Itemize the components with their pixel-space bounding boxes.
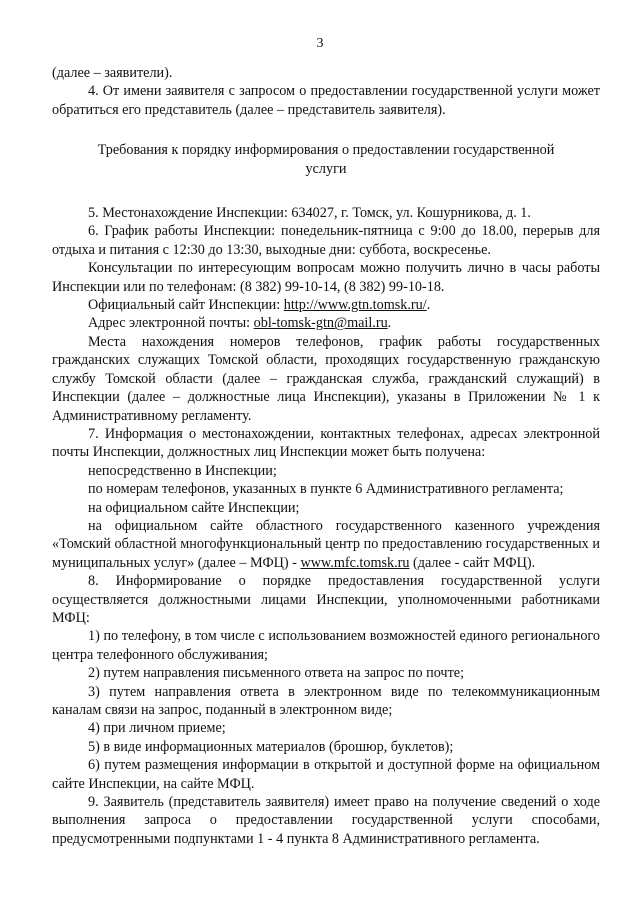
paragraph-8-item-3: 3) путем направления ответа в электронном виде по телекоммуникационным каналам связи на запрос, поданный в электронном виде; [52,683,600,718]
paragraph-8-item-1: 1) по телефону, в том числе с использованием возможностей единого регионального центра телефонного обслуживания; [52,628,600,663]
paragraph-7-item-phones: по номерам телефонов, указанных в пункте 6 Административного регламента; [88,481,564,498]
official-site-label: Официальный сайт Инспекции: [88,297,284,314]
official-site-end: . [426,297,431,314]
mfc-link[interactable]: www.mfc.tomsk.ru [300,554,410,571]
email-end: . [387,315,392,332]
page-number: 3 [316,36,324,51]
paragraph-official-site [52,296,600,314]
paragraph-7-item-inspection: непосредственно в Инспекции; [88,462,277,479]
email-link[interactable]: obl-tomsk-gtn@mail.ru [253,315,388,332]
paragraph-8-item-2: 2) путем направления письменного ответа на запрос по почте; [88,665,465,682]
paragraph-8: 8. Информирование о порядке предоставления государственной услуги осуществляется должностными лицами Инспекции, уполномоченными работниками МФЦ: [52,573,600,626]
paragraph-4: 4. От имени заявителя с запросом о предоставлении государственной услуги может обратиться его представитель (далее – представитель заявителя). [52,83,600,118]
paragraph-applicants-end: (далее – заявители). [52,65,173,81]
email-label: Адрес электронной почты: [88,315,254,332]
paragraph-5: 5. Местонахождение Инспекции: 634027, г. Томск, ул. Кошурникова, д. 1. [88,205,531,222]
mfc-text-end: (далее - сайт МФЦ). [409,554,536,571]
paragraph-email [52,314,600,332]
mfc-text: на официальном сайте областного государственного казенного учреждения «Томский областной многофункциональный центр по предоставлению государственных и муниципальных услуг» (далее – МФЦ) - [52,517,600,571]
paragraph-locations: Места нахождения номеров телефонов, график работы государственных гражданских служащих Томской области, проходящих государственную гражданскую службу Томской области (далее – гражданская служба, гражданский служащий) в Инспекции (далее – должностные лица Инспекции), указаны в Приложении № 1 к Административному регламенту. [52,333,600,424]
paragraph-9: 9. Заявитель (представитель заявителя) имеет право на получение сведений о ходе выполнения запроса о предоставлении государственной услуги способами, предусмотренными подпунктами 1 - 4 пункта 8 Административного регламента. [52,794,600,847]
official-site-link[interactable]: http://www.gtn.tomsk.ru/ [283,297,427,314]
paragraph-8-item-4: 4) при личном приеме; [88,720,226,737]
section-heading: Требования к порядку информирования о предоставлении государственной услуги [97,142,555,177]
paragraph-7: 7. Информация о местонахождении, контактных телефонах, адресах электронной почты Инспекции, должностных лиц Инспекции может быть получена: [52,425,600,461]
paragraph-6: 6. График работы Инспекции: понедельник-пятница с 9:00 до 18.00, перерыв для отдыха и питания с 12:30 до 13:30, выходные дни: суббота, воскресенье. [52,223,600,258]
paragraph-7-item-mfc [52,517,600,572]
paragraph-8-item-5: 5) в виде информационных материалов (брошюр, буклетов); [88,738,454,755]
document-body [52,64,600,848]
paragraph-8-item-6: 6) путем размещения информации в открытой и доступной форме на официальном сайте Инспекции, на сайте МФЦ. [52,757,600,792]
paragraph-7-item-site: на официальном сайте Инспекции; [88,499,300,516]
paragraph-consultations: Консультации по интересующим вопросам можно получить лично в часы работы Инспекции или по телефонам: (8 382) 99-10-14, (8 382) 99-10-18. [52,260,600,295]
